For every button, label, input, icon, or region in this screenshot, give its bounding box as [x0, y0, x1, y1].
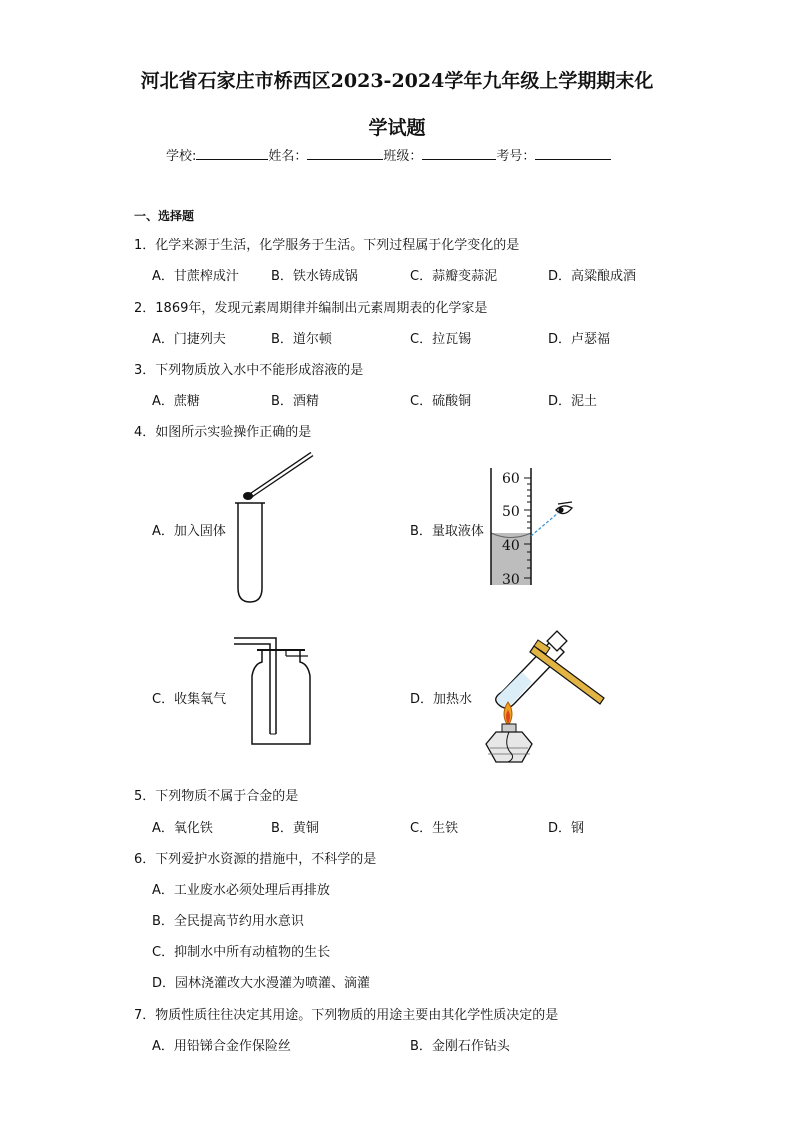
page-title-line2: 学试题 — [368, 117, 426, 139]
option-a[interactable]: A．加入固体 — [152, 524, 226, 539]
class-field[interactable] — [422, 146, 496, 160]
school-label: 学校: — [166, 149, 197, 164]
option-b[interactable]: B．铁水铸成锅 — [271, 269, 358, 284]
student-info-line — [166, 145, 611, 164]
sight-line — [531, 513, 558, 536]
number-label: 考号： — [496, 149, 536, 164]
name-label: 姓名： — [268, 149, 308, 164]
option-b[interactable]: B．量取液体 — [410, 524, 484, 539]
cylinder-tick-label: 50 — [502, 504, 520, 520]
question-stem: 7．物质性质往往决定其用途。下列物质的用途主要由其化学性质决定的是 — [134, 1008, 559, 1023]
option-a[interactable]: A．氧化铁 — [152, 821, 213, 836]
option-d[interactable]: D．加热水 — [410, 692, 473, 707]
school-field[interactable] — [196, 146, 268, 160]
option-d[interactable]: D．泥土 — [548, 394, 598, 409]
option-b[interactable]: B．道尔顿 — [271, 332, 332, 347]
question-stem: 6．下列爱护水资源的措施中，不科学的是 — [134, 852, 377, 867]
number-field[interactable] — [535, 146, 611, 160]
eye-icon — [556, 502, 572, 514]
option-b[interactable]: B．全民提高节约用水意识 — [152, 914, 304, 929]
option-a[interactable]: A．用铅锑合金作保险丝 — [152, 1039, 291, 1054]
section-heading: 一、选择题 — [134, 209, 195, 223]
option-c[interactable]: C．拉瓦锡 — [410, 332, 472, 347]
alcohol-lamp — [486, 724, 532, 762]
test-tube-spatula-figure — [228, 448, 328, 608]
heating-figure — [478, 620, 608, 770]
option-a[interactable]: A．工业废水必须处理后再排放 — [152, 883, 330, 898]
option-d[interactable]: D．卢瑟福 — [548, 332, 611, 347]
solid-particle — [243, 492, 253, 500]
option-c[interactable]: C．抑制水中所有动植物的生长 — [152, 945, 331, 960]
cylinder-tick-label: 30 — [502, 572, 520, 588]
question-stem: 3．下列物质放入水中不能形成溶液的是 — [134, 363, 364, 378]
cylinder-tick-label: 60 — [502, 471, 520, 487]
question-stem: 5．下列物质不属于合金的是 — [134, 789, 299, 804]
class-label: 班级： — [383, 149, 423, 164]
question-stem: 1．化学来源于生活，化学服务于生活。下列过程属于化学变化的是 — [134, 238, 520, 253]
option-b[interactable]: B．金刚石作钻头 — [410, 1039, 510, 1054]
page-title-line1: 河北省石家庄市桥西区2023-2024学年九年级上学期期末化 — [140, 70, 654, 92]
option-a[interactable]: A．甘蔗榨成汁 — [152, 269, 239, 284]
option-c[interactable]: C．硫酸铜 — [410, 394, 472, 409]
option-d[interactable]: D．园林浇灌改大水漫灌为喷灌、滴灌 — [152, 976, 371, 991]
option-a[interactable]: A．门捷列夫 — [152, 332, 226, 347]
option-c[interactable]: C．收集氧气 — [152, 692, 227, 707]
cylinder-tick-label: 40 — [502, 538, 520, 554]
test-tube — [238, 503, 262, 602]
graduated-cylinder-figure — [488, 466, 588, 590]
option-c[interactable]: C．蒜瓣变蒜泥 — [410, 269, 498, 284]
name-field[interactable] — [307, 146, 383, 160]
option-b[interactable]: B．黄铜 — [271, 821, 319, 836]
option-c[interactable]: C．生铁 — [410, 821, 459, 836]
option-d[interactable]: D．钢 — [548, 821, 585, 836]
question-stem: 2．1869年，发现元素周期律并编制出元素周期表的化学家是 — [134, 301, 488, 316]
question-stem: 4．如图所示实验操作正确的是 — [134, 425, 312, 440]
gas-bottle-figure — [232, 634, 322, 754]
option-a[interactable]: A．蔗糖 — [152, 394, 200, 409]
option-b[interactable]: B．酒精 — [271, 394, 319, 409]
option-d[interactable]: D．高粱酿成酒 — [548, 269, 637, 284]
